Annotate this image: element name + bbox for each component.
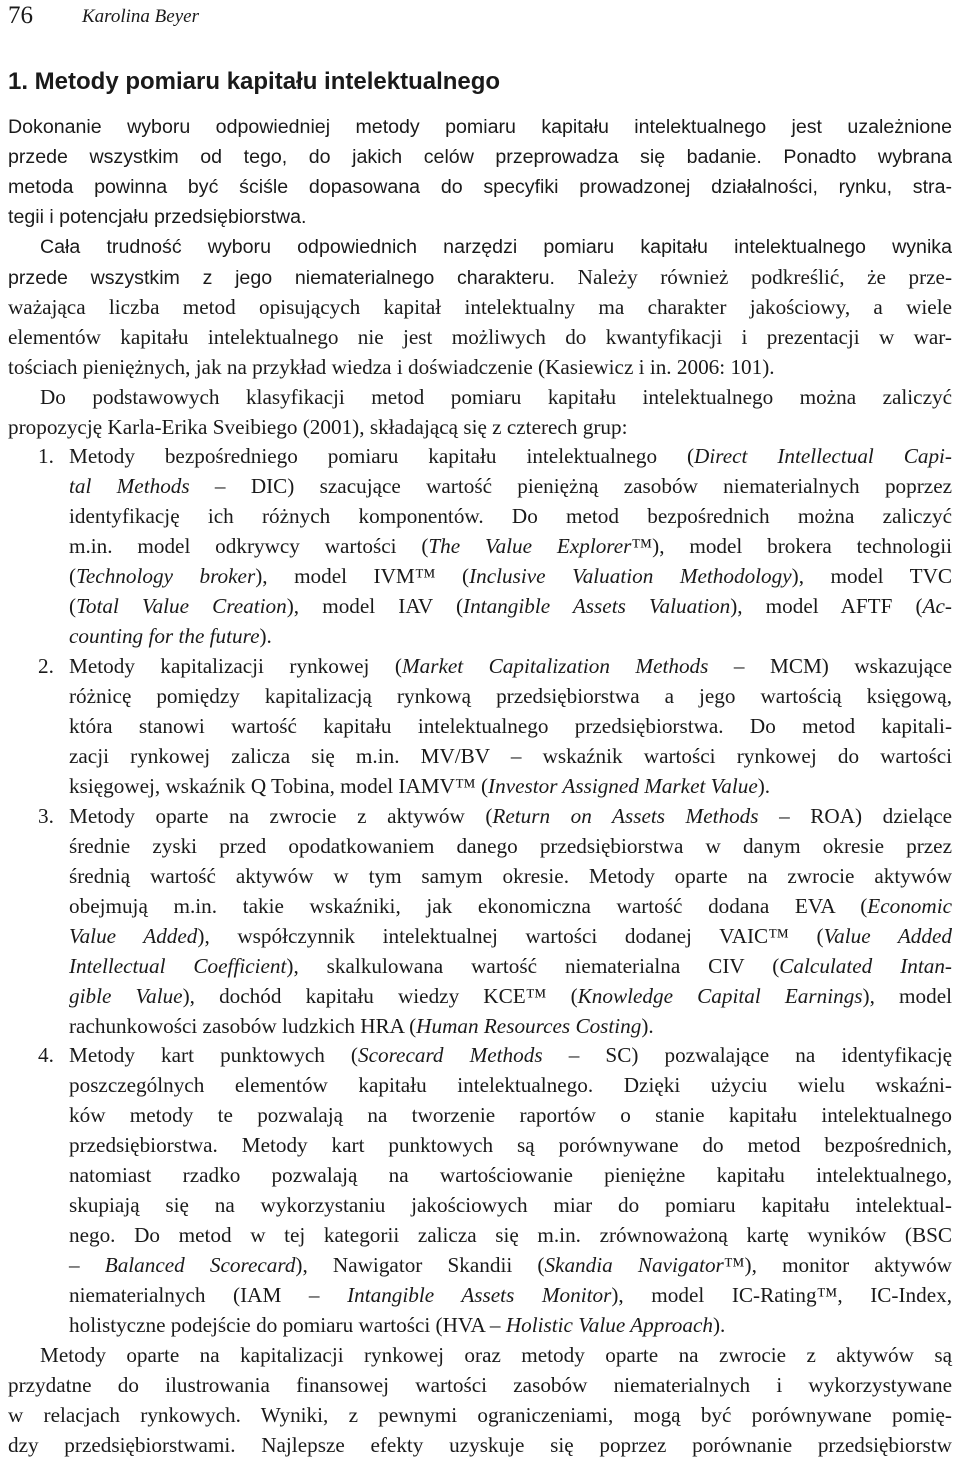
list-number: 3. xyxy=(38,803,54,828)
italic-term: Market Capitalization Methods xyxy=(402,654,709,679)
italic-term: Total Value Creation xyxy=(76,594,287,619)
text-run: średnią wartość aktywów w tym samym okresie. Metody oparte na zwrocie aktywów xyxy=(69,863,952,888)
text-line xyxy=(40,232,952,262)
italic-term: Scorecard Methods xyxy=(358,1043,543,1068)
text-line xyxy=(69,681,952,711)
text-run: ), model AFTF ( xyxy=(730,594,923,619)
text-line xyxy=(69,861,952,891)
italic-term: Intangible Assets Valuation xyxy=(463,594,731,619)
text-run: rachunkowości zasobów ludzkich HRA ( xyxy=(69,1013,417,1038)
italic-term: Balanced Scorecard xyxy=(104,1253,296,1278)
text-run: która stanowi wartość kapitału intelektualnego przedsiębiorstwa. Do metod kapitali- xyxy=(69,714,952,738)
text-run: Metody bezpośredniego pomiaru kapitału intelektualnego ( xyxy=(69,444,695,469)
text-run: ), Nawigator Skandii ( xyxy=(295,1253,545,1278)
text-line xyxy=(8,1400,952,1430)
text-line xyxy=(8,112,952,142)
text-run: ), model TVC xyxy=(791,564,953,589)
text-run: Należy również podkreślić, że prze- xyxy=(577,264,953,289)
text-run: ). xyxy=(757,773,771,798)
text-line xyxy=(8,412,952,442)
text-run: w relacjach rynkowych. Wyniki, z pewnymi ograniczeniami, mogą być porównywane pomię- xyxy=(8,1402,952,1427)
text-run: ), model IAV ( xyxy=(286,594,464,619)
text-run: natomiast rzadko pozwalają na wartościowanie pieniężne kapitału intelektualnego, xyxy=(69,1163,952,1188)
text-line xyxy=(8,202,952,232)
list-number: 4. xyxy=(38,1043,54,1068)
text-line xyxy=(69,1280,952,1310)
text-line xyxy=(40,1340,952,1370)
text-line xyxy=(69,711,952,741)
text-run: – ROA) dzielące xyxy=(758,803,952,828)
italic-term: Direct Intellectual Capi- xyxy=(694,444,952,469)
text-run: tegii i potencjału przedsiębiorstwa. xyxy=(8,205,307,228)
text-run: – DIC) szacujące wartość pieniężną zasobów niematerialnych poprzez xyxy=(189,474,952,499)
text-run: Metody oparte na kapitalizacji rynkowej oraz metody oparte na zwrocie z aktywów są xyxy=(40,1342,952,1367)
section-heading: 1. Metody pomiaru kapitału intelektualnego xyxy=(8,68,501,95)
text-line xyxy=(69,1040,952,1070)
text-line xyxy=(8,262,952,292)
text-run: m.in. model odkrywcy wartości ( xyxy=(69,534,429,559)
text-line xyxy=(8,322,952,352)
text-run: zacji rynkowej zalicza się m.in. MV/BV – wskaźnik wartości rynkowej do wartości xyxy=(69,743,952,768)
italic-term: Skandia Navigator xyxy=(544,1253,724,1278)
text-run: ( xyxy=(69,594,77,619)
text-line xyxy=(69,441,952,471)
text-line xyxy=(40,382,952,412)
text-run: ), model xyxy=(862,983,953,1008)
running-head xyxy=(8,0,608,36)
text-line xyxy=(69,1130,952,1160)
text-run: przede wszystkim z jego niematerialnego charakteru. xyxy=(8,266,578,289)
text-run: – MCM) wskazujące xyxy=(708,654,952,679)
text-line xyxy=(8,172,952,202)
italic-term: Knowledge Capital Earnings xyxy=(577,983,863,1008)
text-run: ), współczynnik intelektualnej wartości dodanej VAIC™ ( xyxy=(197,923,824,948)
text-run: Do podstawowych klasyfikacji metod pomiaru kapitału intelektualnego można zaliczyć xyxy=(40,384,952,409)
text-run: różnicę pomiędzy kapitalizacją rynkową przedsiębiorstwa a jego wartością księgową, xyxy=(69,684,952,709)
italic-term: tal Methods xyxy=(69,474,190,499)
italic-term: Inclusive Valuation Methodology xyxy=(469,564,792,589)
text-run: holistyczne podejście do pomiaru wartości (HVA – xyxy=(69,1313,506,1337)
text-run: – SC) pozwalające na identyfikację xyxy=(542,1043,952,1068)
text-line xyxy=(69,471,952,501)
text-line xyxy=(8,292,952,322)
text-run: przede wszystkim od tego, do jakich celów przeprowadza się badanie. Ponadto wybrana xyxy=(8,145,952,168)
text-run: poszczególnych elementów kapitału intelektualnego. Dzięki użyciu wielu wskaźni- xyxy=(69,1073,952,1098)
text-line xyxy=(69,771,952,801)
text-line xyxy=(69,531,952,561)
text-run: księgowej, wskaźnik Q Tobina, model IAMV™ ( xyxy=(69,773,489,798)
text-line xyxy=(69,621,952,651)
text-line xyxy=(69,591,952,621)
text-run: elementów kapitału intelektualnego nie jest możliwych do kwantyfikacji i prezentacji w war- xyxy=(8,324,952,349)
text-line xyxy=(69,651,952,681)
page-number: 76 xyxy=(8,2,33,29)
italic-term: Value Added xyxy=(823,923,952,948)
text-line xyxy=(69,921,952,951)
text-line xyxy=(69,801,952,831)
text-line xyxy=(69,1220,952,1250)
italic-term: gible Value xyxy=(69,983,183,1008)
text-line xyxy=(69,501,952,531)
list-number: 1. xyxy=(38,444,54,469)
italic-term: Intellectual Coefficient xyxy=(69,953,287,978)
text-run: metoda powinna być ściśle dopasowana do specyfiki prowadzonej działalności, rynku, stra- xyxy=(8,175,952,198)
text-run: ), dochód kapitału wiedzy KCE™ ( xyxy=(182,983,578,1008)
text-line xyxy=(69,1011,952,1041)
text-run: ważająca liczba metod opisujących kapitał intelektualny ma charakter jakościowy, a wiele xyxy=(8,294,952,319)
running-author: Karolina Beyer xyxy=(82,6,199,27)
text-line xyxy=(69,981,952,1011)
text-run: Dokonanie wyboru odpowiedniej metody pomiaru kapitału intelektualnego jest uzależnione xyxy=(8,116,952,138)
italic-term: Economic xyxy=(867,893,952,918)
italic-term: counting for the future xyxy=(69,624,260,649)
text-line xyxy=(69,1160,952,1190)
text-run: identyfikację ich różnych komponentów. Do metod bezpośrednich można zaliczyć xyxy=(69,504,952,529)
text-run: ). xyxy=(641,1013,654,1038)
text-run: ), model IVM™ ( xyxy=(255,564,470,589)
italic-term: Calculated Intan- xyxy=(779,953,952,978)
text-run: średnie zyski przed opodatkowaniem danego przedsiębiorstwa w danym okresie przez xyxy=(69,833,952,858)
text-run: przydatne do ilustrowania finansowej wartości zasobów niematerialnych i wykorzystywane xyxy=(8,1372,952,1397)
text-line xyxy=(8,352,952,382)
text-run: Cała trudność wyboru odpowiednich narzędzi pomiaru kapitału intelektualnego wynika xyxy=(40,235,952,258)
text-line xyxy=(69,1100,952,1130)
text-line xyxy=(8,1370,952,1400)
list-number: 2. xyxy=(38,654,54,679)
text-run: ™), monitor aktywów xyxy=(723,1253,952,1278)
italic-term: Technology broker xyxy=(76,564,256,589)
text-line xyxy=(69,1250,952,1280)
text-line xyxy=(8,142,952,172)
text-line xyxy=(8,1430,952,1460)
text-line xyxy=(69,1070,952,1100)
text-line xyxy=(69,561,952,591)
text-run: ków metody te pozwalają na tworzenie raportów o stanie kapitału intelektualnego xyxy=(69,1103,952,1128)
text-run: – xyxy=(69,1253,105,1278)
text-run: dzy przedsiębiorstwami. Najlepsze efekty uzyskuje się poprzez porównanie przedsiębiorstw xyxy=(8,1432,952,1457)
text-line xyxy=(69,1310,952,1340)
italic-term: The Value Explorer xyxy=(428,534,632,559)
text-run: ), skalkulowana wartość niematerialna CIV ( xyxy=(286,953,780,978)
text-run: ™), model brokera technologii xyxy=(631,534,952,559)
text-run: Metody oparte na zwrocie z aktywów ( xyxy=(69,803,493,828)
text-run: ). xyxy=(712,1313,726,1337)
text-run: obejmują m.in. takie wskaźniki, jak ekonomiczna wartość dodana EVA ( xyxy=(69,893,868,918)
text-run: przedsiębiorstwa. Metody kart punktowych są porównywane do metod bezpośrednich, xyxy=(69,1133,952,1158)
italic-term: Holistic Value Approach xyxy=(505,1313,713,1337)
text-run: skupiają się na wykorzystaniu jakościowych miar do pomiaru kapitału intelektual- xyxy=(69,1193,952,1218)
italic-term: Return on Assets Methods xyxy=(492,803,759,828)
text-run: nego. Do metod w tej kategorii zalicza się m.in. zrównoważoną kartę wyników (BSC xyxy=(69,1223,952,1248)
text-run: Metody kapitalizacji rynkowej ( xyxy=(69,654,402,679)
italic-term: Human Resources Costing xyxy=(416,1013,642,1038)
italic-term: Value Added xyxy=(69,923,198,948)
text-run: ), model IC-Rating™, IC-Index, xyxy=(611,1283,952,1308)
text-run: niematerialnych (IAM – xyxy=(69,1283,348,1308)
text-run: tościach pieniężnych, jak na przykład wiedza i doświadczenie (Kasiewicz i in. 2006: 101). xyxy=(8,354,775,379)
text-line xyxy=(69,1190,952,1220)
text-run: ( xyxy=(69,564,77,589)
text-line xyxy=(69,951,952,981)
italic-term: Investor Assigned Market Value xyxy=(488,773,758,798)
text-run: ). xyxy=(259,624,272,649)
italic-term: Ac- xyxy=(922,594,952,619)
italic-term: Intangible Assets Monitor xyxy=(347,1283,612,1308)
text-run: propozycję Karla-Erika Sveibiego (2001), składającą się z czterech grup: xyxy=(8,414,628,439)
text-line xyxy=(69,891,952,921)
text-run: Metody kart punktowych ( xyxy=(69,1043,358,1068)
text-line xyxy=(69,831,952,861)
text-line xyxy=(69,741,952,771)
